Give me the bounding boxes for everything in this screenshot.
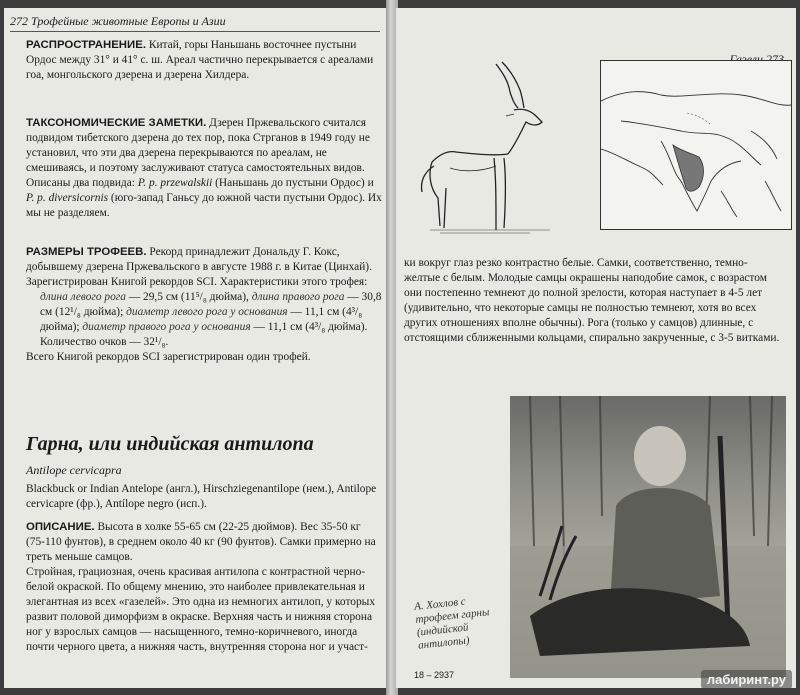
measure-3-value: — 11,1 см (4³/₈ дюйма); [40, 306, 363, 333]
hunter-photo [510, 396, 786, 678]
left-page [4, 8, 388, 688]
right-page [396, 8, 796, 688]
measure-1-label: длина левого рога [40, 291, 126, 303]
watermark-logo: лабиринт.ру [701, 670, 792, 689]
distribution-heading: РАСПРОСТРАНЕНИЕ. [26, 39, 146, 51]
measure-4-label: диаметр правого рога у основания [82, 321, 251, 333]
taxonomy-heading: ТАКСОНОМИЧЕСКИЕ ЗАМЕТКИ. [26, 117, 207, 129]
subspecies-1-range: (Наньшань до пустыни Ордос) и [215, 177, 374, 189]
measure-3-label: диаметр левого рога у основания [126, 306, 288, 318]
description-text-1: Высота в холке 55-65 см (22-25 дюймов). Вес 35-50 кг (75-110 фунтов), в среднем около 40 кг (90 фунтов). Самки примерно на треть меньше самцов. [26, 521, 376, 563]
description-section [26, 520, 382, 655]
subspecies-intro: Описаны два подвида: [26, 177, 135, 189]
right-body-text: ки вокруг глаз резко контрастно белые. Самки, соответственно, темно-желтые с белым. Молодые самцы окрашены наподобие самок, с возрастом они постепенно темнеют до полной зрелости, которая наступает в 4-5 лет (удивительно, что некоторые самцы не полностью темнеют, хотя во всех других отношениях вполне обычны). Рога (только у самцов) длинные, с отстоящими сближенными кольцами, спирально закрученные, с 3-5 витками. [404, 257, 780, 344]
distribution-section [26, 38, 382, 83]
common-names [26, 482, 382, 512]
distribution-text: Китай, горы Наньшань восточнее пустыни Ордос между 31° и 41° с. ш. Ареал частично перекрывается с ареалами гоа, монгольского дзерена и дзерена Хилдера. [26, 39, 374, 81]
range-map [600, 60, 792, 230]
trophy-section [26, 245, 382, 365]
measure-2-value: — 30,8 см (12¹/₈ дюйма); [40, 291, 382, 318]
description-heading: ОПИСАНИЕ. [26, 521, 95, 533]
subspecies-2-range: (юго-запад Ганьсу до южной части пустыни Ордос). Их мы не разделяем. [26, 192, 382, 219]
measure-1-value: — 29,5 см (11⁵/₈ дюйма), [128, 291, 249, 303]
subspecies-1-name: P. p. przewalskii [137, 177, 213, 189]
trophy-text: Рекорд принадлежит Дональду Г. Кокс, добывшему дзерена Пржевальского в августе 1988 г. в Китае (Цинхай). Зарегистрирован Книгой рекордов SCI. Характеристики этого трофея: [26, 246, 372, 288]
measure-4-value: — 11,1 см (4³/₈ дюйма). [253, 321, 368, 333]
running-head-right: Газели 273 [624, 52, 784, 70]
subspecies-2-name: P. p. diversicornis [26, 192, 109, 204]
taxonomy-text: Дзерен Пржевальского считался подвидом тибетского дзерена до тех пор, пока Стрганов в 1949 году не установил, что эти два дзерена перекрываются по ареалам, не смешиваясь, и поэтому заслуживают статуса самостоятельных видов. [26, 117, 370, 174]
measure-2-label: длина правого рога [251, 291, 345, 303]
signature-mark: 18 – 2937 [414, 670, 455, 680]
taxonomy-section [26, 116, 382, 221]
trophy-score: Количество очков — 32¹/₈. [40, 336, 169, 348]
running-head-left: 272 Трофейные животные Европы и Азии [10, 14, 380, 32]
common-names-text: Blackbuck or Indian Antelope (англ.), Hirschziegenantilope (нем.), Antilope cervicapre (фр.), Antílope negro (исп.). [26, 483, 377, 510]
trophy-heading: РАЗМЕРЫ ТРОФЕЕВ. [26, 246, 147, 258]
trophy-registered: Всего Книгой рекордов SCI зарегистрирован один трофей. [26, 351, 311, 363]
species-latin-name: Antilope cervicapra [26, 463, 122, 477]
description-text-2: Стройная, грациозная, очень красивая антилопа с контрастной черно-белой окраской. По общему мнению, это наиболее привлекательная и элегантная из всех «газелей». Это одна из немногих антилоп, у которых развит половой диморфизм в окраске. Верхняя часть и нижняя сторона ног у взрослых самцов — насыщенного, темно-коричневого, иногда почти черного цвета, а нижняя часть, внутренняя сторона ног и участ- [26, 566, 376, 653]
photo-caption: А. Хохлов с трофеем гарны (индийской антилопы) [413, 595, 490, 652]
antelope-illustration [410, 58, 590, 238]
species-title: Гарна, или индийская антилопа [26, 433, 314, 455]
